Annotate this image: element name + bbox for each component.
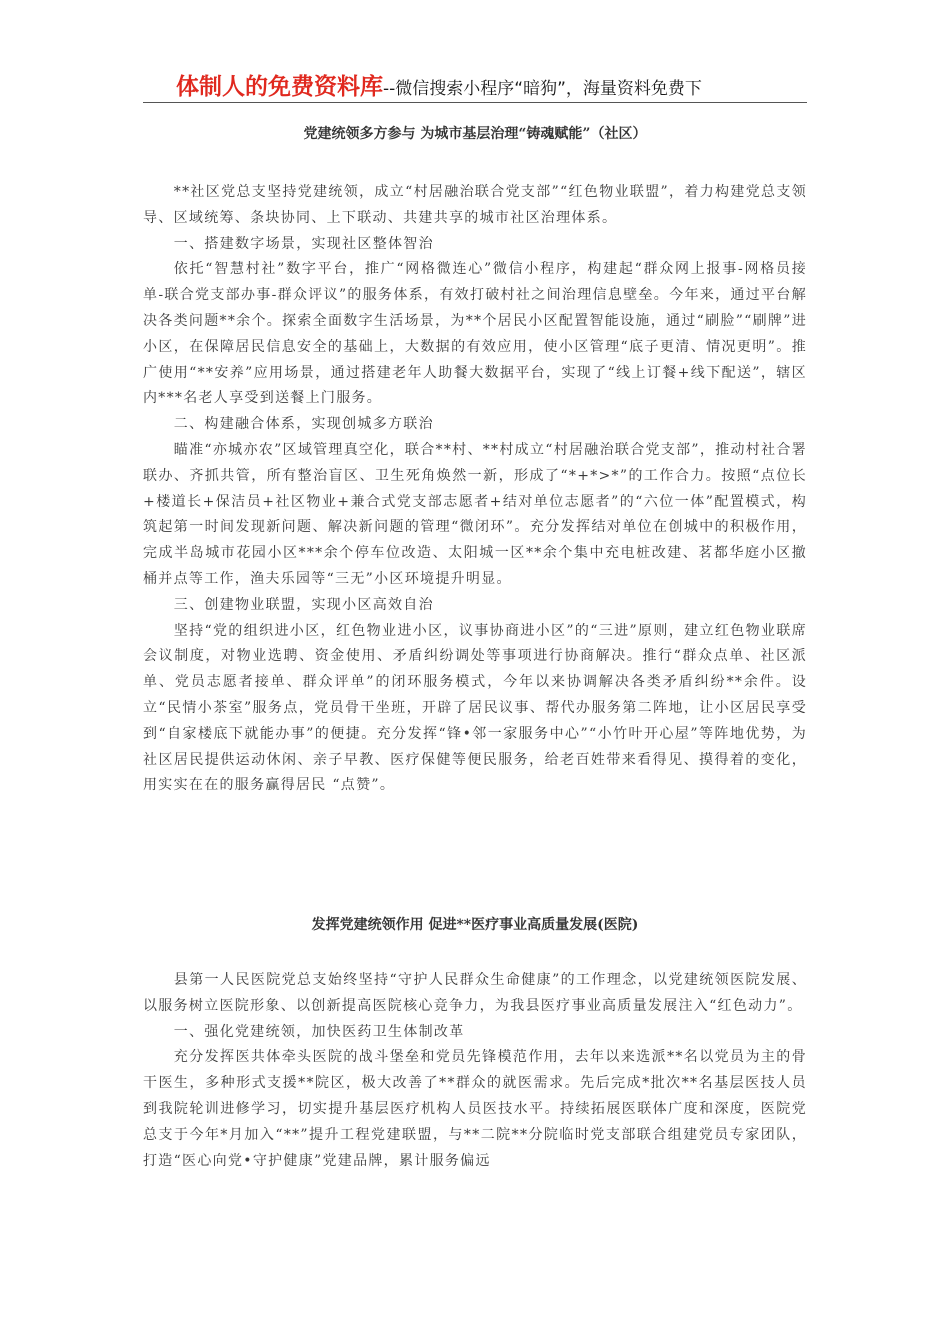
article1-section-1-heading: 一、搭建数字场景，实现社区整体智治 [173, 235, 434, 252]
banner-tagline: --微信搜索小程序“暗狗”，海量资料免费下 [383, 79, 702, 99]
banner-divider [143, 102, 807, 103]
article1-title: 党建统领多方参与 为城市基层治理“铸魂赋能”（社区） [303, 126, 647, 142]
article1-section-2-body: 瞄准“亦城亦农”区域管理真空化，联合**村、**村成立“村居融治联合党支部”，推动村社合署联办、齐抓共管，所有整治盲区、卫生死角焕然一新，形成了“*+*>*”的工作合力。按照“点位长+楼道长+保洁员+社区物业+兼合式党支部志愿者+结对单位志愿者”的“六位一体”配置模式，构筑起第一时间发现新问题、解决新问题的管理“微闭环”。充分发挥结对单位在创城中的积极作用，完成半岛城市花园小区***余个停车位改造、太阳城一区**余个集中充电桩改建、茗都华庭小区撤桶并点等工作，渔夫乐园等“三无”小区环境提升明显。 [143, 441, 807, 587]
article1-section-1-body: 依托“智慧村社”数字平台，推广“网格微连心”微信小程序，构建起“群众网上报事-网格员接单-联合党支部办事-群众评议”的服务体系，有效打破村社之间治理信息壁垒。今年来，通过平台解决各类问题**余个。探索全面数字生活场景，为**个居民小区配置智能设施，通过“刷脸”“刷牌”进小区，在保障居民信息安全的基础上，大数据的有效应用，使小区管理“底子更清、情况更明”。推广使用“**安养”应用场景，通过搭建老年人助餐大数据平台，实现了“线上订餐+线下配送”，辖区内***名老人享受到送餐上门服务。 [143, 261, 807, 407]
article1-body [143, 180, 807, 799]
article2-title: 发挥党建统领作用 促进**医疗事业高质量发展(医院) [311, 917, 639, 933]
article2-section-1-heading: 一、强化党建统领，加快医药卫生体制改革 [173, 1023, 465, 1040]
article1-section-3-body: 坚持“党的组织进小区，红色物业进小区，议事协商进小区”的“三进”原则，建立红色物业联席会议制度，对物业选聘、资金使用、矛盾纠纷调处等事项进行协商解决。推行“群众点单、社区派单、党员志愿者接单、群众评单”的闭环服务模式，今年以来协调解决各类矛盾纠纷**余件。设立“民情小茶室”服务点，党员骨干坐班，开辟了居民议事、帮代办服务第二阵地，让小区居民享受到“自家楼底下就能办事”的便捷。充分发挥“锋•邻一家服务中心”“小竹叶开心屋”等阵地优势，为社区居民提供运动休闲、亲子早教、医疗保健等便民服务，给老百姓带来看得见、摸得着的变化，用实实在在的服务赢得居民 “点赞”。 [143, 622, 807, 794]
article1-section-3-heading: 三、创建物业联盟，实现小区高效自治 [173, 596, 434, 613]
article2-intro: 县第一人民医院党总支始终坚持“守护人民群众生命健康”的工作理念，以党建统领医院发展、以服务树立医院形象、以创新提高医院核心竞争力，为我县医疗事业高质量发展注入“红色动力”。 [143, 972, 807, 1014]
article1-intro: **社区党总支坚持党建统领，成立“村居融治联合党支部”“红色物业联盟”，着力构建党总支领导、区域统筹、条块协同、上下联动、共建共享的城市社区治理体系。 [143, 184, 807, 226]
banner-brand: 体制人的免费资料库 [176, 74, 383, 100]
article1-section-2-heading: 二、构建融合体系，实现创城多方联治 [173, 416, 434, 433]
article2-body [143, 968, 807, 1174]
article2-section-1-body: 充分发挥医共体牵头医院的战斗堡垒和党员先锋模范作用，去年以来选派**名以党员为主的骨干医生，多种形式支援**院区，极大改善了**群众的就医需求。先后完成*批次**名基层医技人员到我院轮训进修学习，切实提升基层医疗机构人员医技水平。持续拓展医联体广度和深度，医院党总支于今年*月加入“**”提升工程党建联盟，与**二院**分院临时党支部联合组建党员专家团队，打造“医心向党•守护健康”党建品牌，累计服务偏远 [143, 1049, 807, 1169]
resource-banner [176, 72, 816, 104]
